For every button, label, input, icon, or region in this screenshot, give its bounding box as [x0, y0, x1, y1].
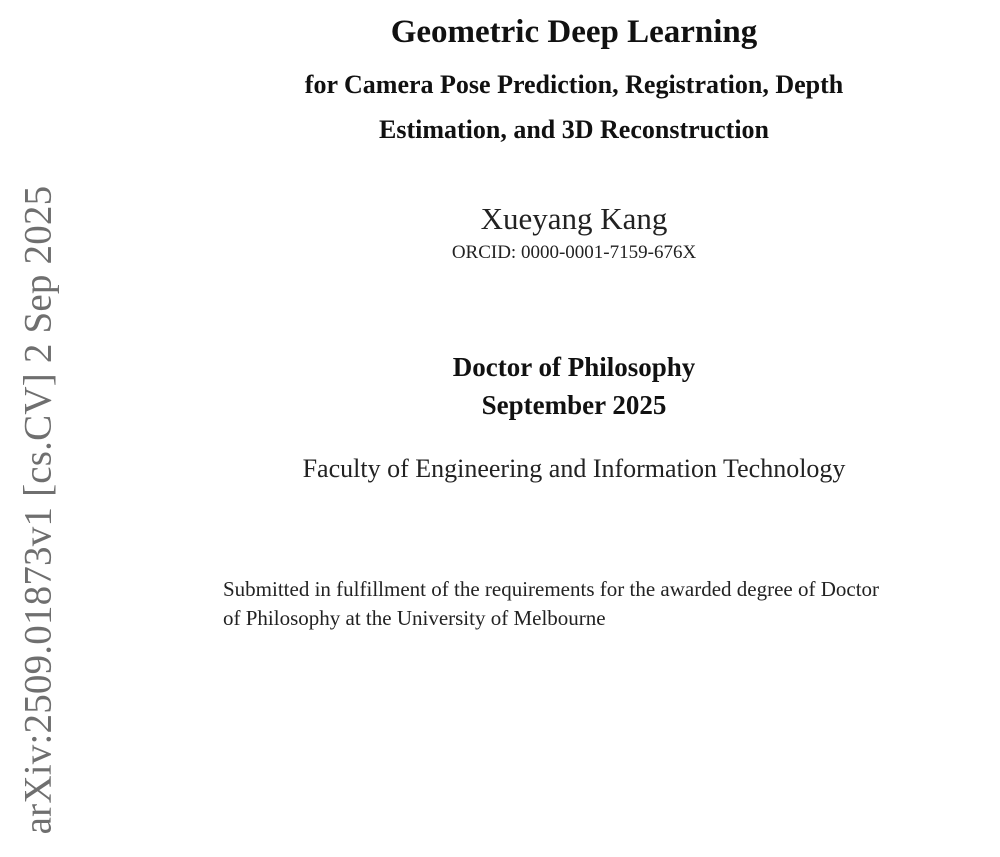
degree-name: Doctor of Philosophy [452, 352, 696, 382]
subtitle-line-1: for Camera Pose Prediction, Registration, Depth [304, 70, 844, 99]
submission-line-1: Submitted in fulfillment of the requirements for the awarded degree of Doctor [223, 577, 880, 601]
degree-date: September 2025 [481, 390, 667, 420]
subtitle-line-2: Estimation, and 3D Reconstruction [378, 115, 769, 144]
submission-line-2: of Philosophy at the University of Melbourne [223, 606, 606, 630]
page-title: Geometric Deep Learning [390, 14, 758, 50]
arxiv-stamp: arXiv:2509.01873v1 [cs.CV] 2 Sep 2025 [16, 185, 60, 835]
page-subtitle [224, 62, 924, 152]
author-name: Xueyang Kang [480, 201, 668, 236]
faculty-name: Faculty of Engineering and Information Technology [302, 454, 846, 483]
author-orcid: ORCID: 0000-0001-7159-676X [451, 242, 697, 263]
submission-statement [223, 575, 998, 633]
